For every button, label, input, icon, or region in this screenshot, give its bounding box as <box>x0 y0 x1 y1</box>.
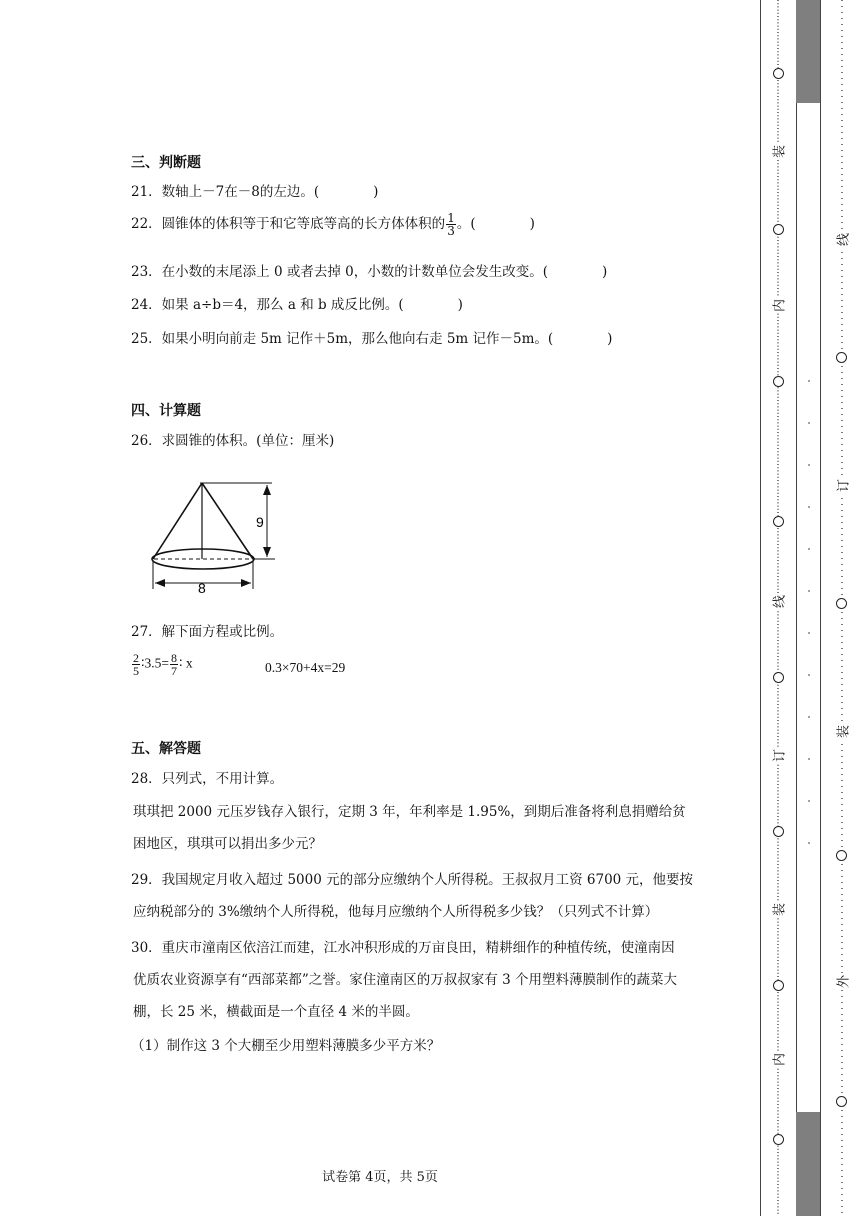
cone-height-label: 9 <box>256 514 264 530</box>
section-heading-calc: 四、计算题 <box>131 403 201 419</box>
question-30-line-3: 棚，长 25 米，横截面是一个直径 4 米的半圆。 <box>133 1004 419 1020</box>
equation-1-middle: ∶3.5= <box>141 655 170 671</box>
strip-border-left <box>760 0 761 1216</box>
question-28: 28．只列式，不用计算。 <box>131 771 284 787</box>
outer-binding-circle <box>836 850 847 861</box>
section-heading-judge: 三、判断题 <box>131 155 201 171</box>
question-22 <box>131 212 535 237</box>
binding-circle <box>773 980 784 991</box>
fraction-two-fifths: $\frac{2}{5}$ <box>133 651 139 678</box>
binding-label-inner: 线 <box>769 594 788 610</box>
section-heading-solve: 五、解答题 <box>131 741 201 757</box>
strip-border-right <box>820 0 821 1216</box>
cone-diameter-label: 8 <box>198 580 206 596</box>
question-21: 21．数轴上－7在－8的左边。( ) <box>131 184 379 200</box>
question-29-line-2: 应纳税部分的 3%缴纳个人所得税，他每月应缴纳个人所得税多少钱？（只列式不计算） <box>133 904 659 920</box>
question-26: 26．求圆锥的体积。(单位：厘米) <box>131 433 335 449</box>
binding-label-inner: 装 <box>769 902 788 918</box>
fraction-one-third <box>446 212 456 237</box>
question-22-text: 22．圆锥体的体积等于和它等底等高的长方体体积的 <box>131 216 446 232</box>
question-30-line-2: 优质农业资源享有“西部菜都”之誉。家住潼南区的万叔叔家有 3 个用塑料薄膜制作的蔬菜大 <box>133 972 677 988</box>
binding-circle <box>773 672 784 683</box>
page-footer: 试卷第 4页，共 5页 <box>322 1170 438 1185</box>
fraction-numerator: 1 <box>447 211 455 225</box>
outer-binding-circle <box>836 1096 847 1107</box>
question-28-line-1: 琪琪把 2000 元压岁钱存入银行，定期 3 年，年利率是 1.95%，到期后准备将利息捐赠给贫 <box>133 804 686 820</box>
binding-circle <box>773 516 784 527</box>
cone-diagram <box>140 475 290 600</box>
binding-label-outer: 线 <box>833 232 852 248</box>
strip-border-middle <box>796 0 797 1216</box>
question-25: 25．如果小明向前走 5m 记作＋5m，那么他向右走 5m 记作－5m。( ) <box>131 331 613 347</box>
binding-label-outer: 外 <box>833 974 852 990</box>
question-27: 27．解下面方程或比例。 <box>131 624 284 640</box>
binding-circle <box>773 68 784 79</box>
binding-label-inner: 装 <box>769 144 788 160</box>
equation-1-end: ∶ x <box>179 655 193 671</box>
middle-dash-line <box>803 380 815 870</box>
question-24: 24．如果 a÷b＝4，那么 a 和 b 成反比例。( ) <box>131 297 463 313</box>
binding-circle <box>773 826 784 837</box>
question-22-tail: 。( ) <box>456 216 535 232</box>
binding-circle <box>773 1134 784 1145</box>
equation-1 <box>131 652 193 677</box>
binding-label-outer: 订 <box>833 478 852 494</box>
question-30-sub-1: （1）制作这 3 个大棚至少用塑料薄膜多少平方米？ <box>131 1038 441 1054</box>
binding-label-inner: 订 <box>769 748 788 764</box>
outer-binding-circle <box>836 598 847 609</box>
fraction-denominator: 3 <box>447 224 455 238</box>
binding-circle <box>773 224 784 235</box>
gray-bar-top <box>796 0 820 103</box>
binding-label-inner: 内 <box>769 298 788 314</box>
question-30-line-1: 30．重庆市潼南区依涪江而建，江水冲积形成的万亩良田，精耕细作的种植传统，使潼南因 <box>131 940 675 956</box>
question-28-line-2: 困地区，琪琪可以捐出多少元？ <box>133 836 322 852</box>
outer-binding-circle <box>836 352 847 363</box>
gray-bar-bottom <box>796 1112 820 1216</box>
question-23: 23．在小数的末尾添上 0 或者去掉 0，小数的计数单位会发生改变。( ) <box>131 264 608 280</box>
binding-circle <box>773 376 784 387</box>
equation-2: 0.3×70+4x=29 <box>265 660 346 675</box>
question-29-line-1: 29．我国规定月收入超过 5000 元的部分应缴纳个人所得税。王叔叔月工资 6700 元，他要按 <box>131 872 694 888</box>
binding-label-outer: 装 <box>833 724 852 740</box>
binding-label-inner: 内 <box>769 1052 788 1068</box>
fraction-eight-sevenths: $\frac{8}{7}$ <box>171 651 178 678</box>
